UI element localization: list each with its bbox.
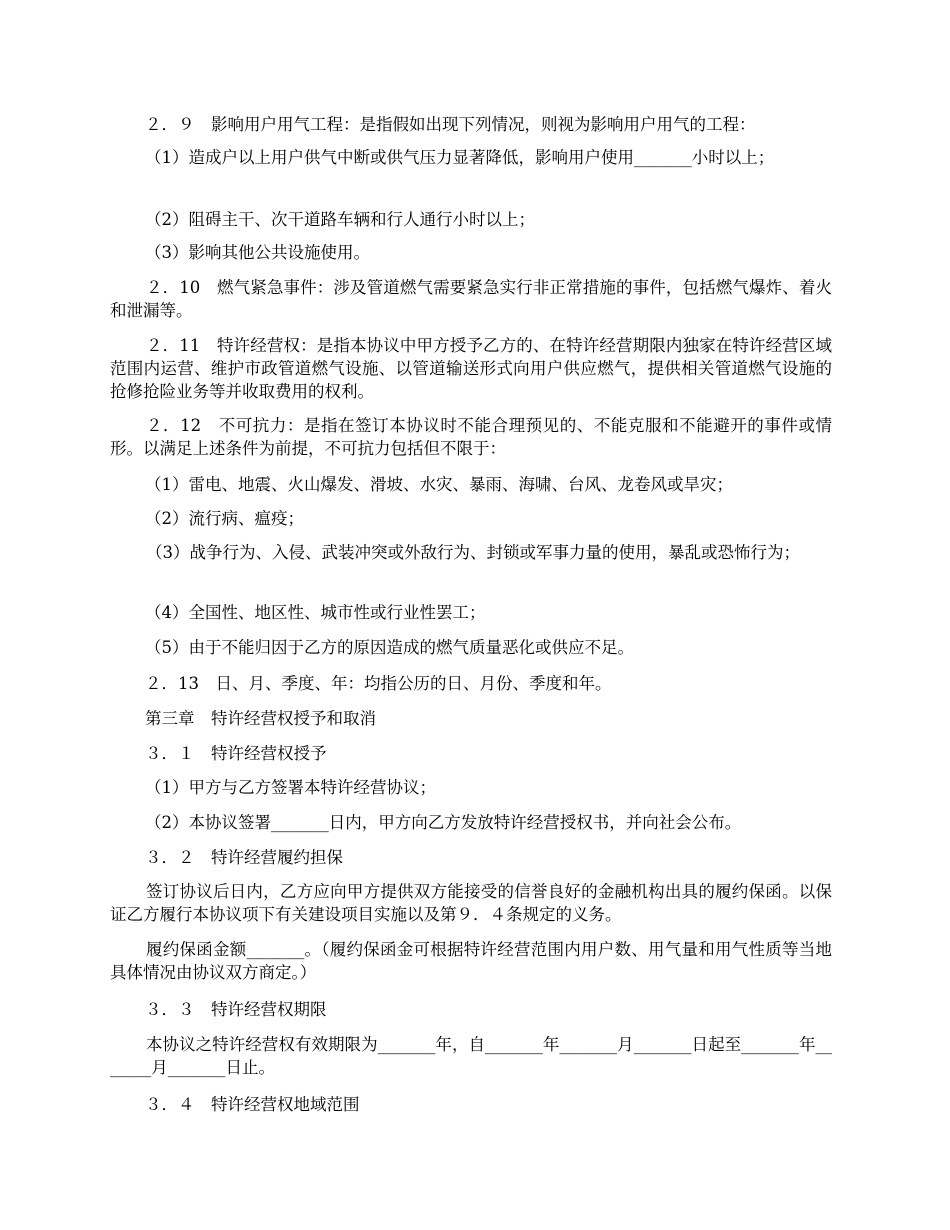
paragraph-force-3: （3）战争行为、入侵、武装冲突或外敌行为、封锁或军事力量的使用，暴乱或恐怖行为； xyxy=(146,543,800,562)
paragraph-item-1: （1）造成户以上用户供气中断或供气压力显著降低，影响用户使用_______小时以上； xyxy=(145,148,775,167)
paragraph-item-3: （3）影响其他公共设施使用。 xyxy=(145,243,370,262)
section-3-4-heading: ３．４ 特许经营权地域范围 xyxy=(145,1095,360,1114)
section-3-3-heading: ３．３ 特许经营权期限 xyxy=(145,1000,327,1019)
paragraph-force-2: （2）流行病、瘟疫； xyxy=(145,509,304,528)
paragraph-2-13: ２．13 日、月、季度、年：均指公历的日、月份、季度和年。 xyxy=(145,674,612,693)
paragraph-2-12: ２．12 不可抗力：是指在签订本协议时不能合理预见的、不能克服和不能避开的事件或情形。以满足上述条件为前提，不可抗力包括但不限于： xyxy=(110,416,832,458)
paragraph-force-5: （5）由于不能归因于乙方的原因造成的燃气质量恶化或供应不足。 xyxy=(145,638,634,657)
section-3-2-heading: ３．２ 特许经营履约担保 xyxy=(145,848,343,867)
paragraph-2-10: ２．10 燃气紧急事件：涉及管道燃气需要紧急实行非正常措施的事件，包括燃气爆炸、着火和泄漏等。 xyxy=(110,278,832,320)
paragraph-3-1-item-2: （2）本协议签署_______日内，甲方向乙方发放特许经营授权书，并向社会公布。 xyxy=(145,813,742,832)
paragraph-3-2-amount: 履约保函金额_______。（履约保函金可根据特许经营范围内用户数、用气量和用气性质等当地具体情况由协议双方商定。） xyxy=(110,940,832,982)
section-3-1-heading: ３．１ 特许经营权授予 xyxy=(145,744,327,763)
paragraph-3-1-item-1: （1）甲方与乙方签署本特许经营协议； xyxy=(145,778,436,797)
paragraph-3-2-body: 签订协议后日内，乙方应向甲方提供双方能接受的信誉良好的金融机构出具的履约保函。以保证乙方履行本协议项下有关建设项目实施以及第９．４条规定的义务。 xyxy=(110,882,832,924)
paragraph-3-3-body: 本协议之特许经营权有效期限为_______年，自_______年_______月_______日起至_______年_______月_______日止。 xyxy=(110,1035,832,1077)
paragraph-force-4: （4）全国性、地区性、城市性或行业性罢工； xyxy=(145,603,486,622)
paragraph-2-11: ２．11 特许经营权：是指本协议中甲方授予乙方的、在特许经营期限内独家在特许经营区域范围内运营、维护市政管道燃气设施、以管道输送形式向用户供应燃气，提供相关管道燃气设施的抢修抢险业务等并收取费用的权利。 xyxy=(110,336,832,401)
paragraph-item-2: （2）阻碍主干、次干道路车辆和行人通行小时以上； xyxy=(145,210,535,229)
paragraph-2-9: ２．９ 影响用户用气工程：是指假如出现下列情况，则视为影响用户用气的工程： xyxy=(145,115,756,134)
paragraph-force-1: （1）雷电、地震、火山爆发、滑坡、水灾、暴雨、海啸、台风、龙卷风或旱灾； xyxy=(145,475,733,494)
chapter-3-heading: 第三章 特许经营权授予和取消 xyxy=(145,709,376,728)
